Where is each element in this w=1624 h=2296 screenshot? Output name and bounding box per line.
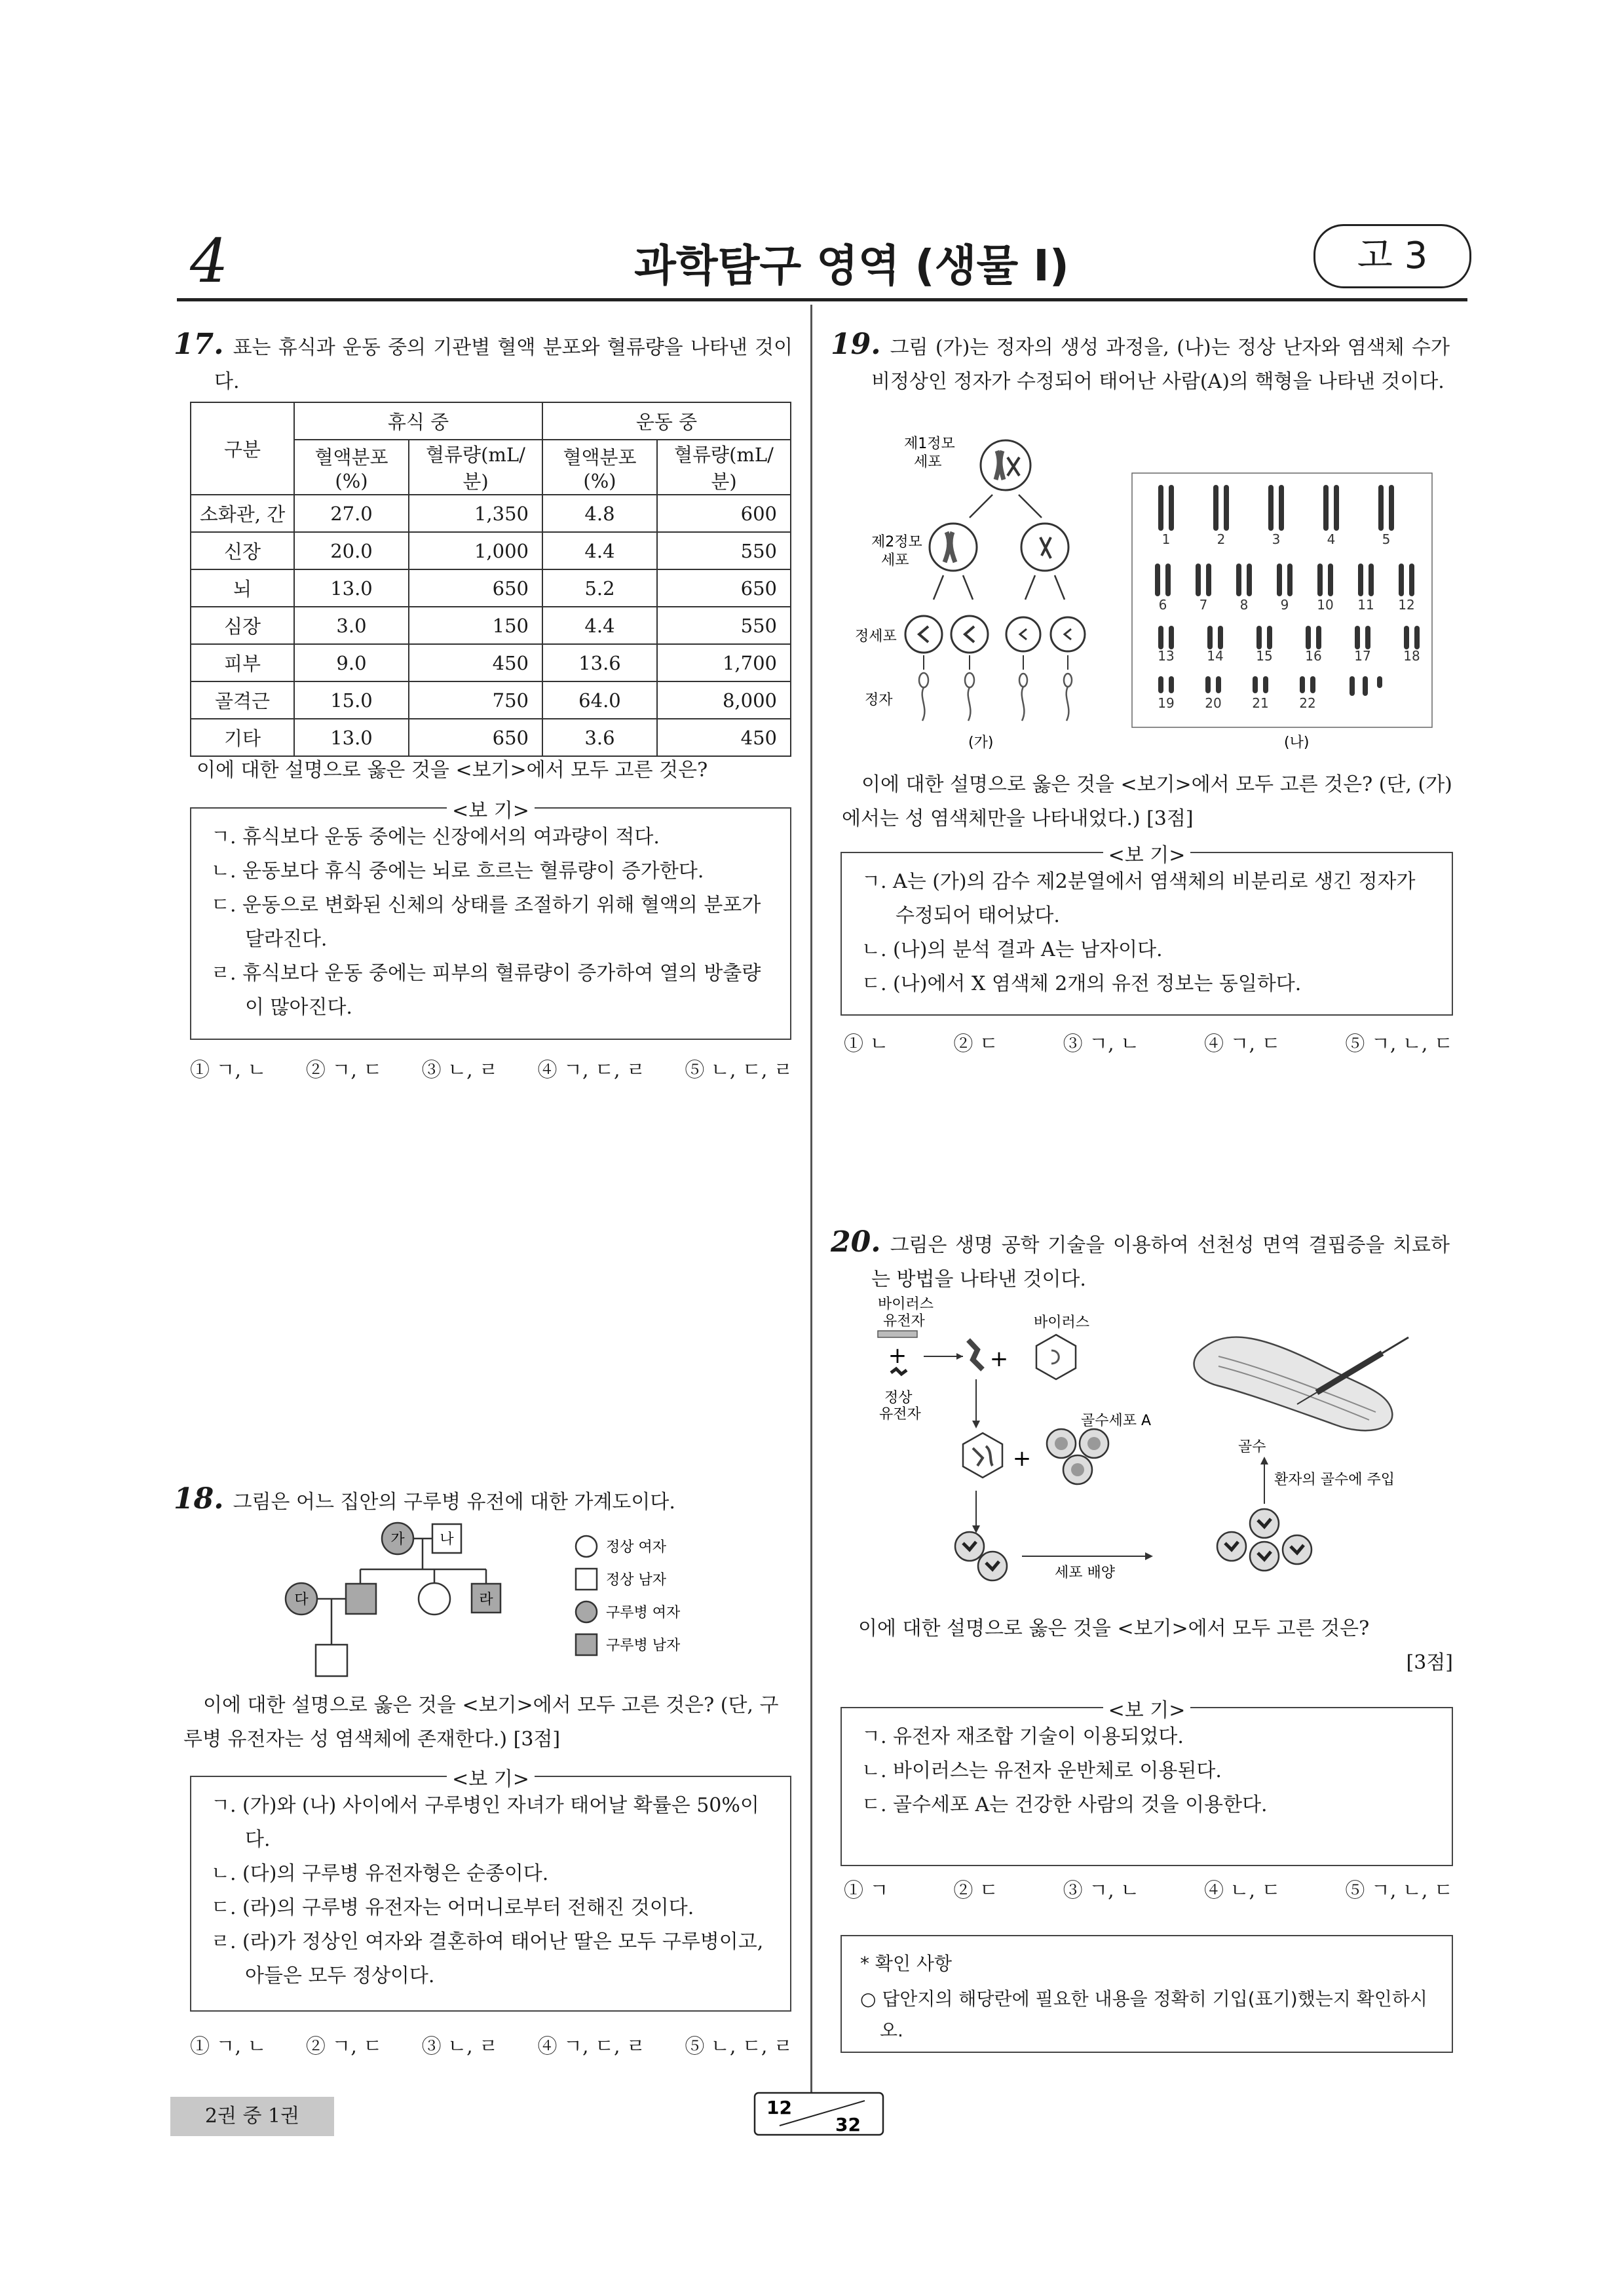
bogi-title: <보 기> — [447, 799, 535, 822]
gene-therapy-figure — [865, 1294, 1441, 1596]
choice-5[interactable]: ⑤ ㄱ, ㄴ, ㄷ — [1345, 1879, 1453, 1902]
answer-choices — [844, 1874, 1453, 1903]
notice-title: * 확인 사항 — [860, 1953, 952, 1974]
table-subheader: 혈류량(mL/분) — [657, 440, 791, 495]
choice-2[interactable]: ② ㄱ, ㄷ — [305, 1059, 383, 1082]
karyotype-number: 5 — [1382, 531, 1391, 547]
chromosome — [1358, 564, 1363, 596]
fig-label: 정세포 — [855, 628, 897, 645]
karyotype-number: 20 — [1205, 695, 1222, 711]
karyotype-number: 22 — [1299, 695, 1316, 711]
table-cell: 3.6 — [542, 719, 657, 756]
choice-3[interactable]: ③ ㄴ, ㄹ — [421, 2035, 499, 2058]
karyotype-number: 18 — [1403, 648, 1420, 664]
chromosome — [1165, 564, 1171, 596]
karyotype-number: 1 — [1161, 531, 1171, 547]
spermatogenesis-karyotype-figure — [845, 432, 1461, 773]
table-header-exercise: 운동 중 — [542, 402, 791, 440]
fig-label: 정상 — [884, 1390, 913, 1406]
table-cell: 4.8 — [542, 495, 657, 532]
bogi-item: ㄷ. (나)에서 X 염색체 2개의 유전 정보는 동일하다. — [861, 972, 1302, 995]
karyotype-number: 4 — [1327, 531, 1336, 547]
choice-5[interactable]: ⑤ ㄱ, ㄴ, ㄷ — [1345, 1033, 1453, 1056]
fig-label: 세포 — [881, 552, 909, 569]
choice-3[interactable]: ③ ㄴ, ㄹ — [421, 1059, 499, 1082]
chromosome — [1277, 564, 1282, 596]
chromosome — [1267, 626, 1272, 649]
table-cell: 13.0 — [294, 569, 409, 607]
table-row — [191, 495, 791, 532]
question-19 — [831, 328, 1450, 399]
chromosome — [1206, 564, 1211, 596]
table-cell: 골격근 — [191, 681, 294, 719]
bogi-item: ㄴ. (다)의 구루병 유전자형은 순종이다. — [211, 1862, 549, 1885]
pedigree-son — [346, 1584, 376, 1614]
bogi-item: ㄹ. (라)가 정상인 여자와 결혼하여 태어난 딸은 모두 구루병이고, 아들은 모두 정상이다. — [211, 1930, 764, 1987]
fig-label: 환자의 골수에 주입 — [1274, 1472, 1395, 1488]
karyotype-number: 11 — [1357, 597, 1374, 613]
table-cell: 1,000 — [409, 532, 542, 569]
table-cell: 소화관, 간 — [191, 495, 294, 532]
table-cell: 1,700 — [657, 644, 791, 681]
table-cell: 15.0 — [294, 681, 409, 719]
choice-4[interactable]: ④ ㄱ, ㄷ, ㄹ — [537, 1059, 646, 1082]
question-number: 19. — [831, 328, 881, 361]
legend-label: 정상 남자 — [606, 1572, 667, 1588]
karyotype-number: 14 — [1207, 648, 1224, 664]
sperm-icons — [919, 673, 1072, 721]
table-cell: 450 — [657, 719, 791, 756]
footer-volume: 2권 중 1권 — [170, 2097, 334, 2136]
table-header-rest: 휴식 중 — [294, 402, 542, 440]
spermatid-cell — [1051, 617, 1085, 651]
fig-label: 제2정모 — [871, 534, 922, 550]
fig-label: 유전자 — [883, 1313, 925, 1330]
karyotype-number: 9 — [1280, 597, 1289, 613]
chromosome — [1399, 564, 1404, 596]
fig-label: 골수 — [1238, 1439, 1266, 1455]
table-cell: 650 — [657, 569, 791, 607]
choice-2[interactable]: ② ㄱ, ㄷ — [305, 2035, 383, 2058]
chromosome — [1378, 485, 1384, 531]
karyotype-number: 16 — [1305, 648, 1322, 664]
fig-label: 유전자 — [879, 1406, 921, 1423]
table-subheader: 혈류량(mL/분) — [409, 440, 542, 495]
table-cell: 550 — [657, 607, 791, 644]
chromosome — [1169, 485, 1174, 531]
page-current: 12 — [766, 2097, 792, 2118]
table-cell: 8,000 — [657, 681, 791, 719]
table-subheader: 혈액분포(%) — [542, 440, 657, 495]
table-cell: 750 — [409, 681, 542, 719]
chromosome — [1224, 485, 1229, 531]
grade-badge: 고 3 — [1313, 224, 1471, 288]
pedigree-label-ga: 가 — [390, 1531, 405, 1548]
chromosome — [1306, 626, 1311, 649]
bogi-item: ㄱ. 유전자 재조합 기술이 이용되었다. — [861, 1725, 1184, 1748]
bogi-item: ㄷ. (라)의 구루병 유전자는 어머니로부터 전해진 것이다. — [211, 1896, 694, 1919]
table-cell: 20.0 — [294, 532, 409, 569]
question-number: 18. — [174, 1482, 224, 1516]
chromosome — [1263, 676, 1268, 693]
table-cell: 550 — [657, 532, 791, 569]
bogi-item: ㄱ. (가)와 (나) 사이에서 구루병인 자녀가 태어날 확률은 50%이다. — [211, 1794, 759, 1851]
choice-1[interactable]: ① ㄴ — [844, 1033, 889, 1056]
table-row — [191, 719, 791, 756]
figure-label-na: (나) — [1284, 735, 1310, 751]
karyotype-number: 17 — [1354, 648, 1371, 664]
choice-4[interactable]: ④ ㄱ, ㄷ — [1203, 1033, 1281, 1056]
fig-label: 정자 — [865, 692, 893, 708]
chromosome — [1389, 485, 1394, 531]
chromosome — [1404, 626, 1409, 649]
table-cell: 650 — [409, 719, 542, 756]
choice-1[interactable]: ① ㄱ, ㄴ — [190, 2035, 267, 2058]
spermatid-cell — [905, 616, 942, 653]
table-cell: 뇌 — [191, 569, 294, 607]
chromosome — [1334, 485, 1339, 531]
chromosome — [1196, 564, 1201, 596]
question-text: 그림 (가)는 정자의 생성 과정을, (나)는 정상 난자와 염색체 수가 비정상인 정자가 수정되어 태어난 사람(A)의 핵형을 나타낸 것이다. — [871, 336, 1450, 393]
page-total: 32 — [835, 2114, 861, 2135]
chromosome — [1310, 676, 1315, 693]
question-text: 그림은 생명 공학 기술을 이용하여 선천성 면역 결핍증을 치료하는 방법을 나타낸 것이다. — [871, 1234, 1450, 1291]
chromosome — [1207, 626, 1213, 649]
spermatid-cell — [1006, 617, 1040, 651]
question-prompt: 이에 대한 설명으로 옳은 것을 <보기>에서 모두 고른 것은? (단, 구루병 유전자는 성 염색체에 존재한다.) [3점] — [183, 1694, 779, 1751]
chromosome — [1369, 564, 1374, 596]
question-points: [3점] — [1406, 1651, 1453, 1674]
question-text: 그림은 어느 집안의 구루병 유전에 대한 가계도이다. — [233, 1491, 675, 1514]
table-cell: 64.0 — [542, 681, 657, 719]
table-header-category: 구분 — [191, 402, 294, 495]
column-divider — [810, 305, 812, 2094]
karyotype-number: 6 — [1158, 597, 1167, 613]
bogi-item: ㄱ. A는 (가)의 감수 제2분열에서 염색체의 비분리로 생긴 정자가 수정되어 태어났다. — [861, 870, 1416, 927]
bogi-box — [190, 1768, 791, 2012]
chromosome — [1256, 626, 1262, 649]
karyotype-number: 21 — [1252, 695, 1269, 711]
question-17 — [174, 328, 793, 399]
choice-1[interactable]: ① ㄱ — [844, 1879, 889, 1902]
legend-label: 구루병 여자 — [606, 1605, 681, 1621]
chromosome — [1169, 676, 1174, 693]
choice-2[interactable]: ② ㄷ — [953, 1879, 998, 1902]
table-row — [191, 644, 791, 681]
fig-label: 바이러스 — [1034, 1314, 1090, 1331]
bogi-item: ㄹ. 휴식보다 운동 중에는 피부의 혈류량이 증가하여 열의 방출량이 많아진다. — [211, 962, 761, 1019]
legend-affected-male-icon — [576, 1634, 597, 1655]
table-cell: 5.2 — [542, 569, 657, 607]
question-number: 17. — [174, 328, 224, 361]
plus-icon: + — [1012, 1445, 1032, 1472]
choice-4[interactable]: ④ ㄴ, ㄷ — [1203, 1879, 1281, 1902]
legend-label: 구루병 남자 — [606, 1637, 681, 1654]
legend-label: 정상 여자 — [606, 1539, 667, 1556]
chromosome — [1247, 564, 1252, 596]
plus-icon: + — [989, 1346, 1009, 1372]
answer-choices — [844, 1027, 1453, 1056]
legend-normal-male-icon — [576, 1569, 597, 1590]
page-title: 과학탐구 영역 (생물 Ⅰ) — [634, 240, 1069, 291]
legend-affected-female-icon — [576, 1601, 597, 1622]
chromosome — [1316, 626, 1321, 649]
bogi-item: ㄴ. 운동보다 휴식 중에는 뇌로 흐르는 혈류량이 증가한다. — [211, 860, 704, 883]
bogi-item: ㄴ. (나)의 분석 결과 A는 남자이다. — [861, 938, 1163, 961]
choice-5[interactable]: ⑤ ㄴ, ㄷ, ㄹ — [685, 1059, 793, 1082]
karyotype-number: 13 — [1158, 648, 1175, 664]
chromosome — [1279, 485, 1284, 531]
chromosome — [1287, 564, 1293, 596]
karyotype-number: 8 — [1239, 597, 1249, 613]
bogi-title: <보 기> — [1103, 1699, 1191, 1722]
bogi-item: ㄷ. 운동으로 변화된 신체의 상태를 조절하기 위해 혈액의 분포가 달라진다. — [211, 894, 761, 951]
question-text: 표는 휴식과 운동 중의 기관별 혈액 분포와 혈류량을 나타낸 것이다. — [214, 336, 793, 393]
legend-normal-female-icon — [576, 1536, 597, 1557]
table-row — [191, 681, 791, 719]
pedigree-diagram — [275, 1520, 786, 1684]
bogi-title: <보 기> — [1103, 844, 1191, 867]
chromosome — [1213, 485, 1218, 531]
virus-gene-icon — [878, 1331, 917, 1337]
table-cell: 600 — [657, 495, 791, 532]
pedigree-label-da: 다 — [294, 1592, 309, 1608]
chromosome — [1355, 626, 1360, 649]
chromosome — [1236, 564, 1241, 596]
recombinant-virus-icon — [963, 1433, 1002, 1478]
table-cell: 9.0 — [294, 644, 409, 681]
chromosome — [1300, 676, 1305, 693]
table-cell: 피부 — [191, 644, 294, 681]
pedigree-grandson — [316, 1645, 347, 1676]
choice-3[interactable]: ③ ㄱ, ㄴ — [1063, 1879, 1140, 1902]
chromosome — [1414, 626, 1420, 649]
fig-label: 세포 배양 — [1055, 1565, 1116, 1581]
primary-spermatocyte-cell — [981, 440, 1030, 490]
question-prompt: 이에 대한 설명으로 옳은 것을 <보기>에서 모두 고른 것은? (단, (가)에서는 성 염색체만을 나타내었다.) [3점] — [842, 773, 1452, 830]
table-cell: 기타 — [191, 719, 294, 756]
bogi-item: ㄱ. 휴식보다 운동 중에는 신장에서의 여과량이 적다. — [211, 826, 660, 849]
table-cell: 150 — [409, 607, 542, 644]
table-cell: 27.0 — [294, 495, 409, 532]
virus-icon — [1036, 1335, 1076, 1379]
infected-cells — [955, 1532, 1007, 1580]
table-cell: 1,350 — [409, 495, 542, 532]
answer-choices — [190, 1054, 793, 1082]
table-cell: 13.6 — [542, 644, 657, 681]
notice-body: ○ 답안지의 해당란에 필요한 내용을 정확히 기입(표기)했는지 확인하시오. — [860, 1988, 1427, 2041]
karyotype-number: 19 — [1158, 695, 1175, 711]
sex-chromosome — [1377, 676, 1382, 688]
question-prompt: 이에 대한 설명으로 옳은 것을 <보기>에서 모두 고른 것은? — [197, 759, 708, 782]
chromosome — [1216, 676, 1221, 693]
chromosome — [1268, 485, 1274, 531]
spermatid-cell — [951, 616, 988, 653]
karyotype-number: 15 — [1256, 648, 1273, 664]
table-cell: 450 — [409, 644, 542, 681]
choice-1[interactable]: ① ㄱ, ㄴ — [190, 1059, 267, 1082]
karyotype-number: 10 — [1317, 597, 1334, 613]
header-rule — [177, 298, 1467, 301]
chromosome — [1169, 626, 1174, 649]
table-cell: 심장 — [191, 607, 294, 644]
chromosome — [1158, 676, 1163, 693]
page-number: 4 — [190, 226, 229, 296]
choice-2[interactable]: ② ㄷ — [953, 1033, 998, 1056]
chromosome — [1317, 564, 1323, 596]
pedigree-label-na: 나 — [440, 1531, 454, 1548]
bogi-item: ㄴ. 바이러스는 유전자 운반체로 이용된다. — [861, 1759, 1222, 1782]
bogi-title: <보 기> — [447, 1768, 535, 1791]
footer-page-counter — [753, 2092, 884, 2136]
bogi-box — [840, 844, 1453, 1016]
figure-label-ga: (가) — [968, 735, 994, 751]
table-cell: 신장 — [191, 532, 294, 569]
choice-3[interactable]: ③ ㄱ, ㄴ — [1063, 1033, 1140, 1056]
fig-label: 세포 — [914, 454, 942, 470]
question-18 — [174, 1482, 793, 1520]
chromosome — [1409, 564, 1414, 596]
plus-icon: + — [888, 1343, 907, 1369]
question-20 — [831, 1225, 1450, 1297]
chromosome — [1205, 676, 1211, 693]
fig-label: 제1정모 — [904, 436, 955, 452]
karyotype-number: 3 — [1272, 531, 1281, 547]
chromosome — [1158, 485, 1163, 531]
chromosome — [1328, 564, 1333, 596]
chromosome — [1323, 485, 1329, 531]
chromosome — [1155, 564, 1160, 596]
table-row — [191, 532, 791, 569]
karyotype-number: 7 — [1199, 597, 1208, 613]
pedigree-daughter — [419, 1583, 450, 1615]
chromosome — [1253, 676, 1258, 693]
question-prompt: 이에 대한 설명으로 옳은 것을 <보기>에서 모두 고른 것은? — [858, 1617, 1370, 1640]
bogi-box — [190, 799, 791, 1040]
table-cell: 4.4 — [542, 607, 657, 644]
table-row — [191, 607, 791, 644]
choice-4[interactable]: ④ ㄱ, ㄷ, ㄹ — [537, 2035, 646, 2058]
table-cell: 13.0 — [294, 719, 409, 756]
question-number: 20. — [831, 1225, 881, 1259]
bogi-item: ㄷ. 골수세포 A는 건강한 사람의 것을 이용한다. — [861, 1793, 1268, 1816]
notice-box — [840, 1935, 1453, 2053]
sex-chromosome — [1363, 676, 1368, 696]
pedigree-label-ra: 라 — [479, 1592, 493, 1608]
bogi-box — [840, 1699, 1453, 1866]
answer-choices — [190, 2030, 793, 2059]
table-cell: 650 — [409, 569, 542, 607]
table-cell: 4.4 — [542, 532, 657, 569]
karyotype-number: 2 — [1217, 531, 1226, 547]
sex-chromosome — [1350, 676, 1355, 696]
blood-flow-table — [190, 402, 791, 757]
table-row — [191, 569, 791, 607]
chromosome — [1158, 626, 1163, 649]
chromosome — [1365, 626, 1370, 649]
table-subheader: 혈액분포(%) — [294, 440, 409, 495]
recombinant-gene-icon — [968, 1340, 983, 1369]
karyotype-number: 12 — [1398, 597, 1415, 613]
normal-gene-icon — [891, 1369, 907, 1374]
fig-label: 골수세포 A — [1081, 1413, 1152, 1429]
choice-5[interactable]: ⑤ ㄴ, ㄷ, ㄹ — [685, 2035, 793, 2058]
marrow-cells-a — [1047, 1429, 1108, 1484]
fig-label: 바이러스 — [878, 1296, 934, 1312]
table-cell: 3.0 — [294, 607, 409, 644]
cultured-cells — [1217, 1509, 1312, 1571]
chromosome — [1218, 626, 1223, 649]
